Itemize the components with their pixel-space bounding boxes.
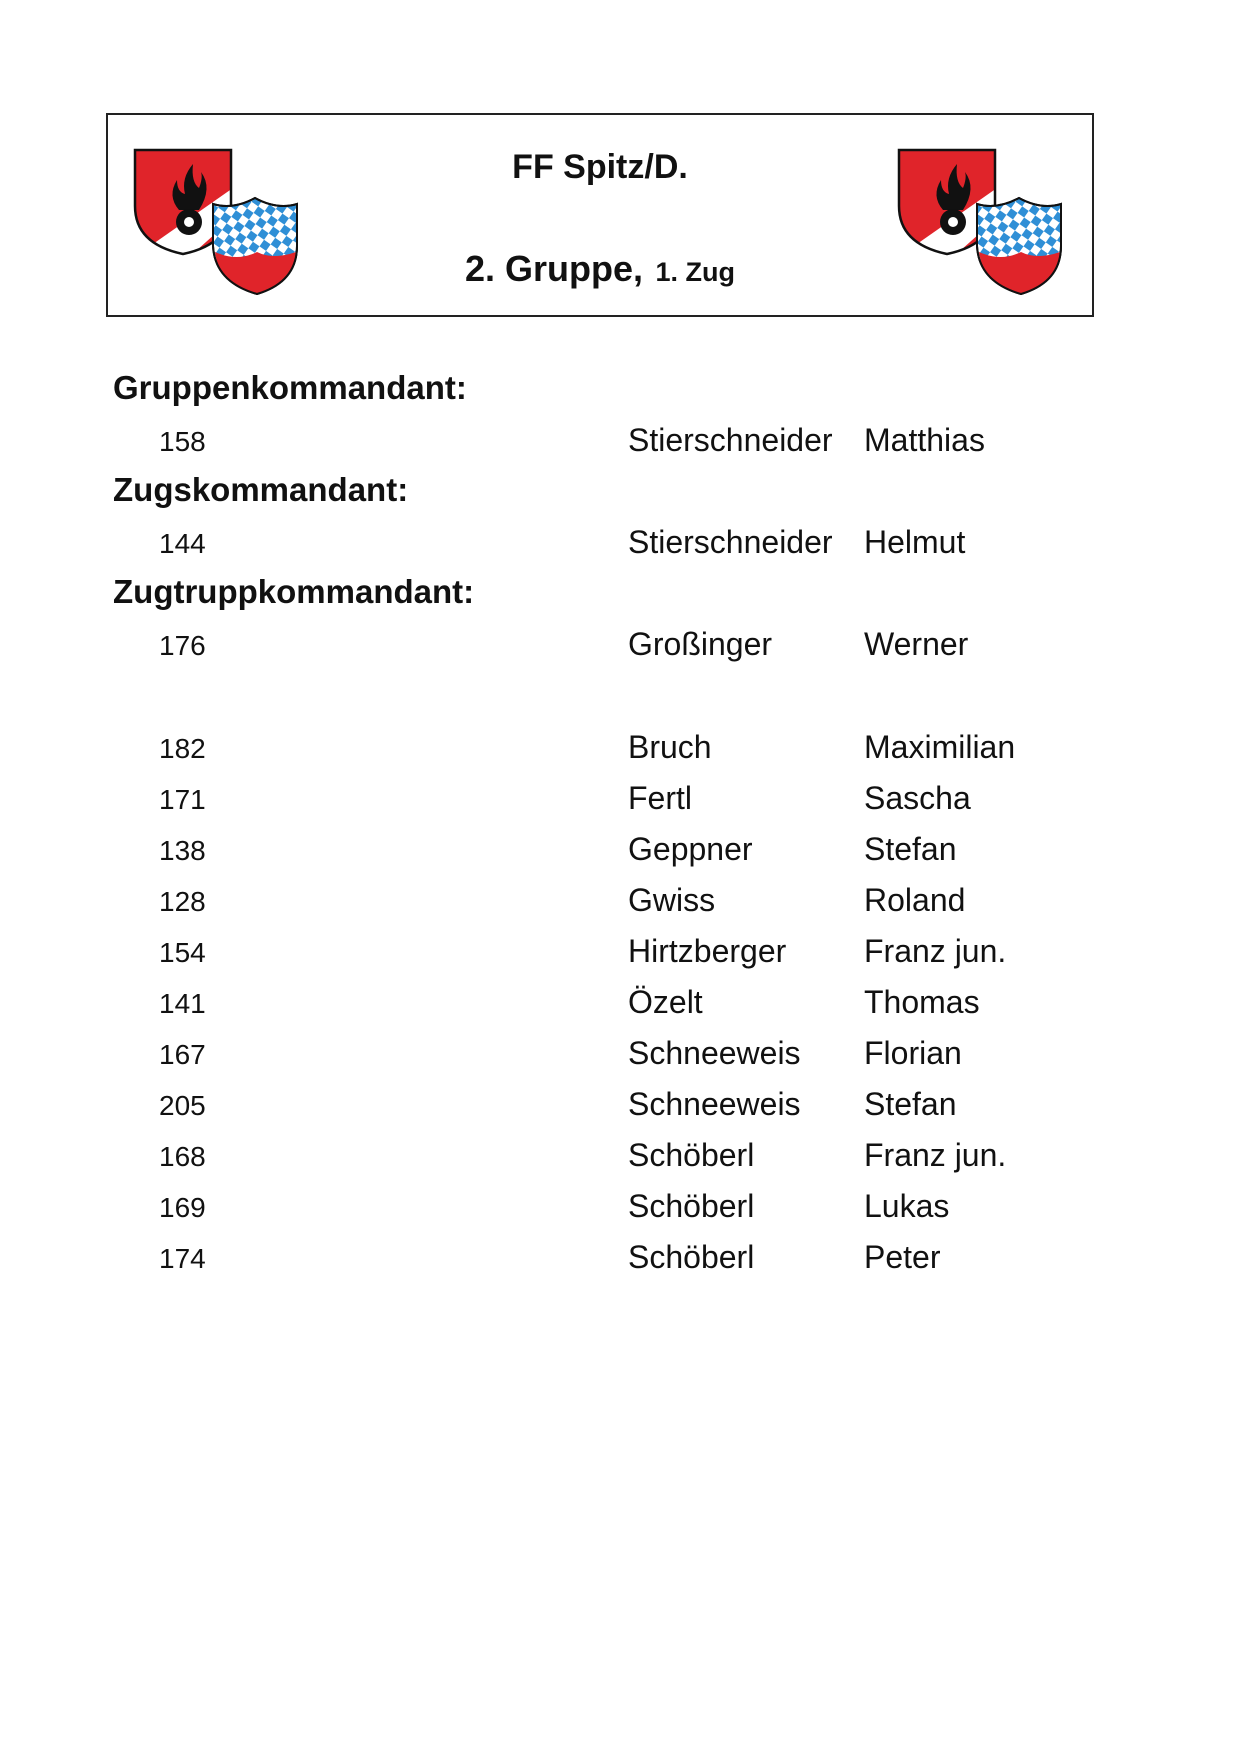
member-number: 205 <box>159 1090 206 1121</box>
member-number: 167 <box>159 1039 206 1070</box>
list-item <box>0 420 1241 460</box>
member-surname: Schöberl <box>628 1137 755 1173</box>
member-first-name: Franz jun. <box>864 1137 1007 1173</box>
member-first-name: Peter <box>864 1239 941 1275</box>
member-first-name: Maximilian <box>864 729 1016 765</box>
bavarian-diamond-crest-icon <box>897 148 1075 298</box>
list-item <box>0 624 1241 664</box>
list-item <box>0 727 1241 767</box>
member-first-name: Stefan <box>864 1086 957 1122</box>
member-first-name: Stefan <box>864 831 957 867</box>
member-number: 154 <box>159 937 206 968</box>
member-first-name: Lukas <box>864 1188 950 1224</box>
member-surname: Hirtzberger <box>628 933 787 969</box>
member-surname: Gwiss <box>628 882 716 918</box>
member-surname: Geppner <box>628 831 753 867</box>
list-item <box>0 931 1241 971</box>
member-first-name: Matthias <box>864 422 985 458</box>
member-surname: Schöberl <box>628 1239 755 1275</box>
member-number: 144 <box>159 528 206 559</box>
member-surname: Fertl <box>628 780 692 816</box>
page-title: FF Spitz/D. <box>512 148 688 186</box>
list-item <box>0 982 1241 1022</box>
group-label: 2. Gruppe, <box>465 248 644 289</box>
list-item <box>0 1135 1241 1175</box>
member-number: 138 <box>159 835 206 866</box>
list-item <box>0 880 1241 920</box>
member-surname: Stierschneider <box>628 524 833 560</box>
member-number: 128 <box>159 886 206 917</box>
member-number: 182 <box>159 733 206 764</box>
member-first-name: Franz jun. <box>864 933 1007 969</box>
member-number: 141 <box>159 988 206 1019</box>
list-item <box>0 778 1241 818</box>
member-first-name: Thomas <box>864 984 980 1020</box>
list-item <box>0 1186 1241 1226</box>
section-heading-zugtruppkommandant: Zugtruppkommandant: <box>113 573 475 610</box>
list-item <box>0 1237 1241 1277</box>
section-heading-zugskommandant: Zugskommandant: <box>113 471 409 508</box>
list-item <box>0 1084 1241 1124</box>
list-item <box>0 829 1241 869</box>
header-box <box>106 113 1094 317</box>
member-surname: Schneeweis <box>628 1035 801 1071</box>
platoon-label: 1. Zug <box>655 257 735 287</box>
member-number: 176 <box>159 630 206 661</box>
member-surname: Großinger <box>628 626 773 662</box>
list-item <box>0 1033 1241 1073</box>
member-first-name: Werner <box>864 626 969 662</box>
member-number: 171 <box>159 784 206 815</box>
member-number: 158 <box>159 426 206 457</box>
member-first-name: Roland <box>864 882 966 918</box>
member-surname: Schneeweis <box>628 1086 801 1122</box>
member-surname: Özelt <box>628 984 703 1020</box>
member-number: 168 <box>159 1141 206 1172</box>
section-heading-gruppenkommandant: Gruppenkommandant: <box>113 369 467 406</box>
member-first-name: Florian <box>864 1035 962 1071</box>
list-item <box>0 522 1241 562</box>
member-surname: Bruch <box>628 729 712 765</box>
member-first-name: Sascha <box>864 780 971 816</box>
member-first-name: Helmut <box>864 524 966 560</box>
member-surname: Stierschneider <box>628 422 833 458</box>
member-number: 169 <box>159 1192 206 1223</box>
member-surname: Schöberl <box>628 1188 755 1224</box>
member-number: 174 <box>159 1243 206 1274</box>
